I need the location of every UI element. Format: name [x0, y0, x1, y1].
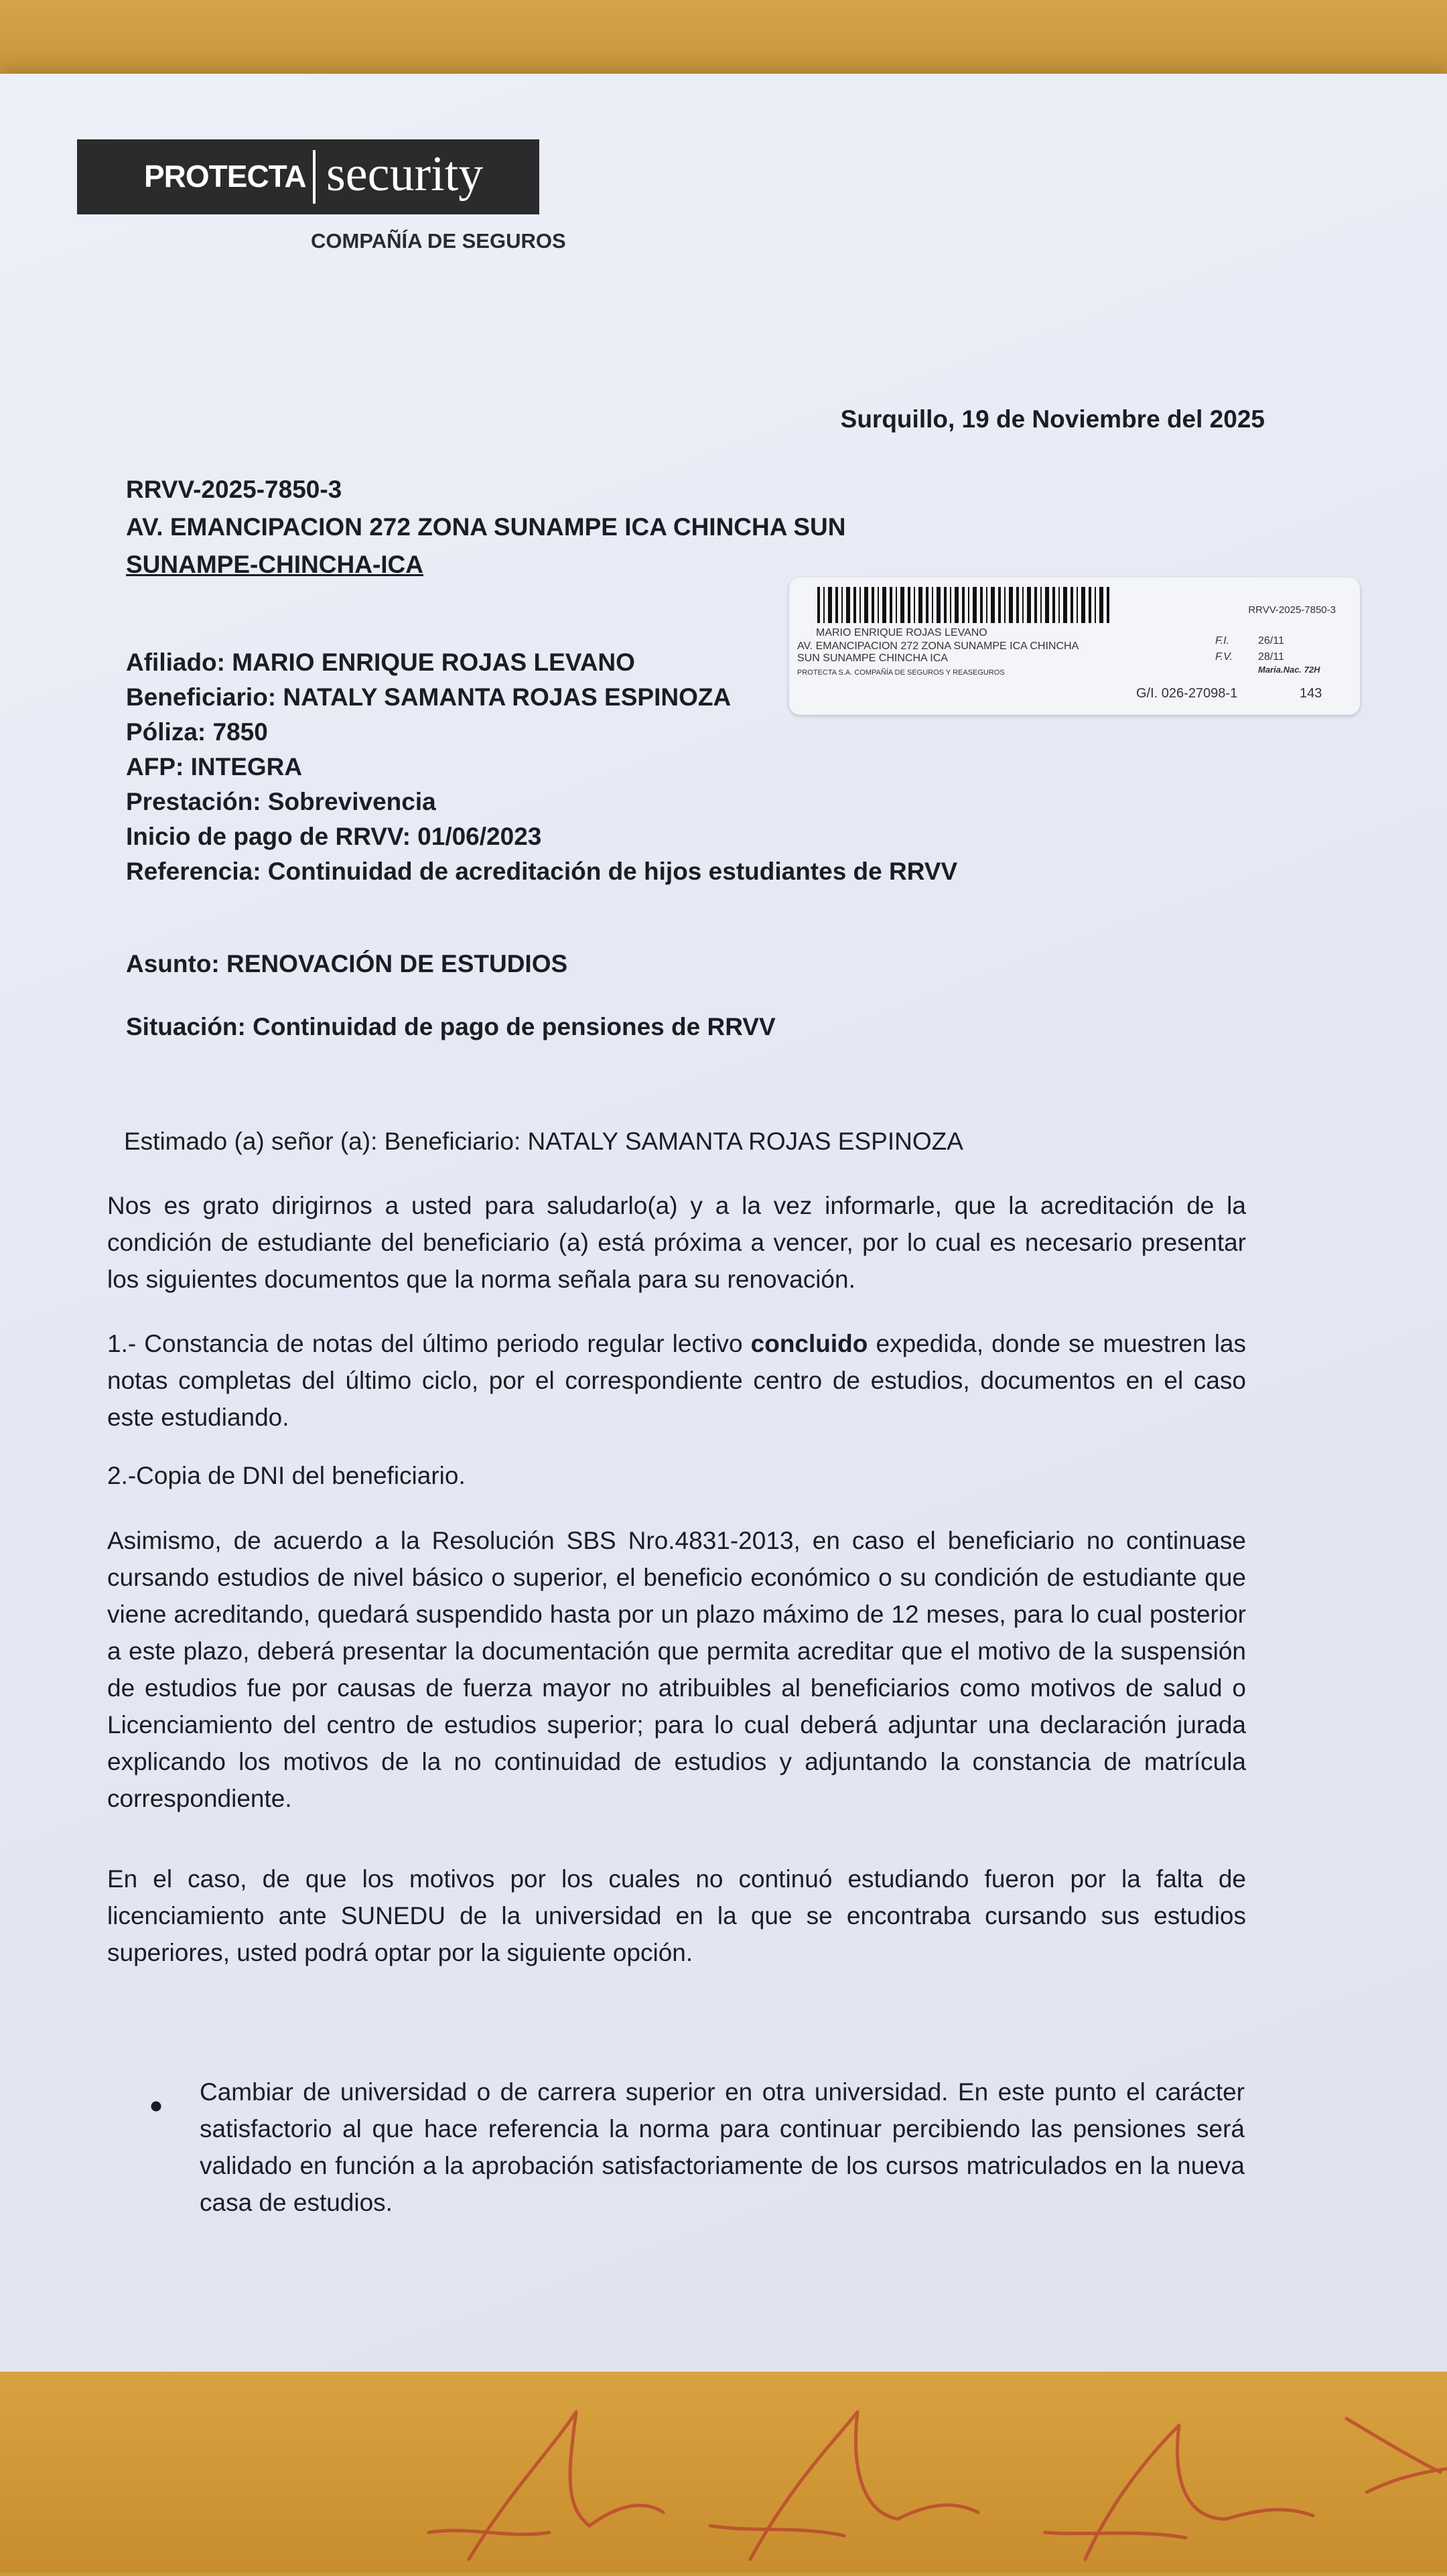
company-logo [77, 139, 539, 214]
bullet-point [151, 2102, 161, 2112]
address-line-1: AV. EMANCIPACION 272 ZONA SUNAMPE ICA CHINCHA SUN [126, 513, 846, 541]
requirement-1-rest: expedida, donde se muestren las notas completas del último ciclo, por el correspondiente centro de estudios, documentos en el caso este estudiando. [107, 1330, 1246, 1431]
beneficiario-line: Beneficiario: NATALY SAMANTA ROJAS ESPINOZA [126, 683, 732, 711]
referencia-line: Referencia: Continuidad de acreditación de hijos estudiantes de RRVV [126, 858, 958, 885]
reference-code: RRVV-2025-7850-3 [126, 476, 342, 503]
label-address-2: SUN SUNAMPE CHINCHA ICA [797, 653, 948, 664]
logo-protecta-text: PROTECTA [144, 159, 306, 194]
requirement-1-bold: concluido [750, 1330, 868, 1357]
address-label-sticker [789, 578, 1360, 715]
label-code: RRVV-2025-7850-3 [1248, 604, 1336, 616]
label-fi-value: 26/11 [1258, 635, 1284, 647]
handwritten-signatures [0, 2372, 1447, 2573]
paragraph-sunedu: En el caso, de que los motivos por los cuales no continuó estudiando fueron por la falta de licenciamiento ante SUNEDU de la universidad en la que se encontraba cursando sus estudios superiores, usted podrá optar por la siguiente opción. [107, 1865, 1246, 1966]
letter-page [0, 74, 1447, 2385]
address-line-2: SUNAMPE-CHINCHA-ICA [126, 551, 423, 578]
requirement-2: 2.-Copia de DNI del beneficiario. [107, 1462, 466, 1489]
label-number: 143 [1300, 686, 1322, 701]
barcode [817, 587, 1112, 623]
envelope-bottom-edge [0, 2372, 1447, 2573]
label-address-1: AV. EMANCIPACION 272 ZONA SUNAMPE ICA CHINCHA [797, 640, 1079, 652]
label-fv: F.V. [1215, 651, 1233, 663]
situacion-line: Situación: Continuidad de pago de pensiones de RRVV [126, 1013, 776, 1040]
requirement-1 [107, 1325, 1246, 1436]
logo-security-text: security [326, 147, 484, 202]
logo-divider [313, 150, 316, 204]
prestacion-line: Prestación: Sobrevivencia [126, 788, 436, 815]
bullet-option-text: Cambiar de universidad o de carrera superior en otra universidad. En este punto el carácter satisfactorio al que hace referencia la norma para continuar percibiendo las pensiones será validado en función a la aprobación satisfactoriamente de los cursos matriculados en la nueva casa de estudios. [200, 2078, 1245, 2216]
label-company: PROTECTA S.A. COMPAÑÍA DE SEGUROS Y REASEGUROS [797, 669, 1005, 677]
inicio-pago-line: Inicio de pago de RRVV: 01/06/2023 [126, 823, 542, 850]
afp-line: AFP: INTEGRA [126, 753, 303, 781]
asunto-line: Asunto: RENOVACIÓN DE ESTUDIOS [126, 950, 568, 977]
poliza-line: Póliza: 7850 [126, 718, 268, 746]
label-note: Maria.Nac. 72H [1258, 665, 1320, 675]
greeting-line: Estimado (a) señor (a): Beneficiario: NATALY SAMANTA ROJAS ESPINOZA [124, 1128, 963, 1155]
paragraph-intro: Nos es grato dirigirnos a usted para saludarlo(a) y a la vez informarle, que la acreditación de la condición de estudiante del beneficiario (a) está próxima a vencer, por lo cual es necesario presentar los siguientes documentos que la norma señala para su renovación. [107, 1192, 1246, 1293]
afiliado-line: Afiliado: MARIO ENRIQUE ROJAS LEVANO [126, 649, 635, 676]
paragraph-resolution: Asimismo, de acuerdo a la Resolución SBS Nro.4831-2013, en caso el beneficiario no continuase cursando estudios de nivel básico o superior, el beneficio económico o su condición de estudiante que viene acreditando, quedará suspendido hasta por un plazo máximo de 12 meses, para lo cual posterior a este plazo, deberá presentar la documentación que permita acreditar que el motivo de la suspensión de estudios fue por causas de fuerza mayor no atribuibles al beneficiarios como motivos de salud o Licenciamiento del centro de estudios superior; para lo cual deberá adjuntar una declaración jurada explicando los motivos de la no continuidad de estudios y adjuntando la constancia de matrícula correspondiente. [107, 1527, 1246, 1812]
requirement-1-text: 1.- Constancia de notas del último periodo regular lectivo [107, 1330, 751, 1357]
letter-date: Surquillo, 19 de Noviembre del 2025 [840, 405, 1265, 433]
logo-subtitle: COMPAÑÍA DE SEGUROS [311, 229, 566, 253]
label-fi: F.I. [1215, 635, 1230, 647]
label-gr: G/I. 026-27098-1 [1136, 686, 1238, 701]
label-fv-value: 28/11 [1258, 651, 1284, 663]
label-name: MARIO ENRIQUE ROJAS LEVANO [816, 627, 987, 638]
